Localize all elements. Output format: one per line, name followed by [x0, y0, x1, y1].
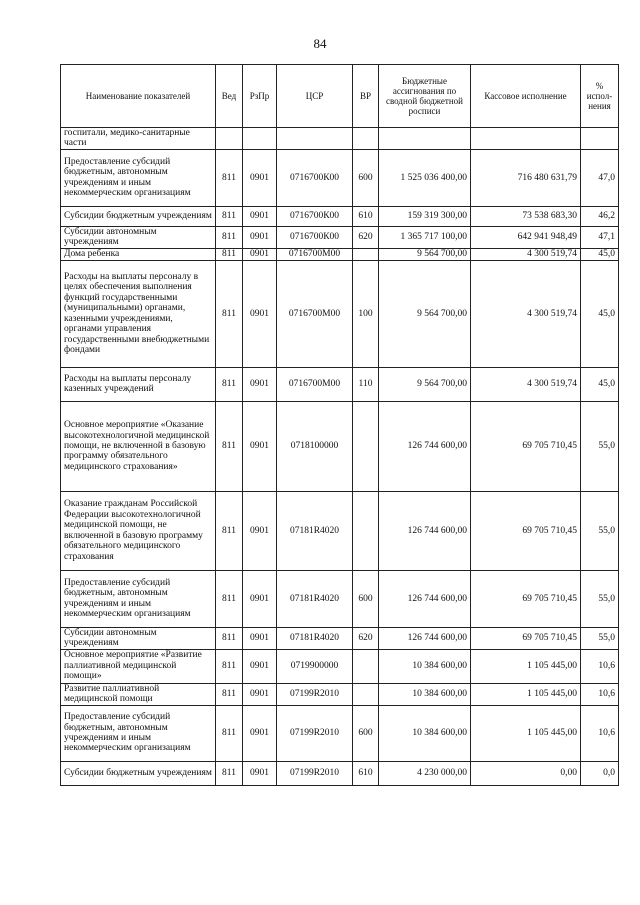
cell-percent: 45,0	[581, 260, 619, 367]
cell-name: Дома ребенка	[61, 248, 216, 260]
cell-vr: 620	[353, 226, 379, 248]
header-rzpr: РзПр	[243, 65, 277, 128]
cell-rzpr: 0901	[243, 570, 277, 627]
table-row	[61, 401, 619, 491]
cell-percent: 46,2	[581, 206, 619, 226]
table-row	[61, 226, 619, 248]
header-ved: Вед	[216, 65, 243, 128]
cell-budget: 126 744 600,00	[379, 570, 471, 627]
cell-name: Развитие паллиативной медицинской помощи	[61, 683, 216, 705]
table-row	[61, 761, 619, 785]
cell-budget: 4 230 000,00	[379, 761, 471, 785]
cell-vr: 620	[353, 627, 379, 649]
cell-rzpr: 0901	[243, 206, 277, 226]
cell-name: Предоставление субсидий бюджетным, автономным учреждениям и иным некоммерческим организациям	[61, 149, 216, 206]
table-row	[61, 260, 619, 367]
cell-name: Предоставление субсидий бюджетным, автономным учреждениям и иным некоммерческим организациям	[61, 705, 216, 761]
cell-ved: 811	[216, 248, 243, 260]
cell-csr: 0716700К00	[277, 206, 353, 226]
cell-percent	[581, 128, 619, 150]
table-row	[61, 683, 619, 705]
cell-percent: 55,0	[581, 401, 619, 491]
cell-rzpr: 0901	[243, 248, 277, 260]
cell-ved: 811	[216, 367, 243, 401]
cell-rzpr: 0901	[243, 649, 277, 683]
cell-cash: 73 538 683,30	[471, 206, 581, 226]
table-row	[61, 367, 619, 401]
cell-vr	[353, 401, 379, 491]
header-percent: % испол-нения	[581, 65, 619, 128]
cell-vr	[353, 491, 379, 570]
cell-csr: 07181R4020	[277, 491, 353, 570]
cell-vr	[353, 248, 379, 260]
cell-percent: 55,0	[581, 570, 619, 627]
cell-name: Расходы на выплаты персоналу в целях обеспечения выполнения функций государственными (муниципальными) органами, казенными учреждениями, органами управления государственными внебюджетными фондами	[61, 260, 216, 367]
cell-name: Расходы на выплаты персоналу казенных учреждений	[61, 367, 216, 401]
budget-execution-table	[60, 64, 619, 786]
cell-budget: 10 384 600,00	[379, 683, 471, 705]
cell-ved: 811	[216, 627, 243, 649]
cell-cash: 0,00	[471, 761, 581, 785]
table-row	[61, 705, 619, 761]
cell-csr: 07199R2010	[277, 683, 353, 705]
cell-ved: 811	[216, 401, 243, 491]
cell-rzpr	[243, 128, 277, 150]
cell-percent: 10,6	[581, 649, 619, 683]
table-row	[61, 128, 619, 150]
cell-budget: 126 744 600,00	[379, 401, 471, 491]
cell-budget: 1 365 717 100,00	[379, 226, 471, 248]
cell-rzpr: 0901	[243, 761, 277, 785]
cell-name: Субсидии бюджетным учреждениям	[61, 206, 216, 226]
header-budget: Бюджетные ассигнования по сводной бюджетной росписи	[379, 65, 471, 128]
cell-cash: 4 300 519,74	[471, 367, 581, 401]
cell-ved: 811	[216, 226, 243, 248]
cell-vr	[353, 128, 379, 150]
cell-csr: 0716700К00	[277, 149, 353, 206]
cell-name: Основное мероприятие «Развитие паллиативной медицинской помощи»	[61, 649, 216, 683]
cell-cash: 69 705 710,45	[471, 491, 581, 570]
cell-csr: 07181R4020	[277, 627, 353, 649]
cell-vr: 100	[353, 260, 379, 367]
page-number: 84	[313, 36, 327, 51]
cell-rzpr: 0901	[243, 705, 277, 761]
cell-vr: 600	[353, 705, 379, 761]
cell-csr: 07181R4020	[277, 570, 353, 627]
cell-vr: 600	[353, 149, 379, 206]
cell-ved: 811	[216, 149, 243, 206]
cell-budget: 9 564 700,00	[379, 260, 471, 367]
cell-budget: 10 384 600,00	[379, 649, 471, 683]
cell-csr: 0716700М00	[277, 248, 353, 260]
cell-vr: 610	[353, 761, 379, 785]
cell-csr	[277, 128, 353, 150]
cell-cash: 642 941 948,49	[471, 226, 581, 248]
cell-percent: 47,0	[581, 149, 619, 206]
cell-ved: 811	[216, 260, 243, 367]
cell-rzpr: 0901	[243, 367, 277, 401]
cell-cash: 69 705 710,45	[471, 401, 581, 491]
cell-cash: 4 300 519,74	[471, 248, 581, 260]
cell-rzpr: 0901	[243, 226, 277, 248]
cell-cash	[471, 128, 581, 150]
cell-budget: 9 564 700,00	[379, 367, 471, 401]
cell-ved: 811	[216, 570, 243, 627]
cell-csr: 0718100000	[277, 401, 353, 491]
cell-csr: 0716700К00	[277, 226, 353, 248]
cell-cash: 4 300 519,74	[471, 260, 581, 367]
cell-budget: 126 744 600,00	[379, 627, 471, 649]
cell-budget: 159 319 300,00	[379, 206, 471, 226]
table-row	[61, 627, 619, 649]
header-vr: ВР	[353, 65, 379, 128]
cell-ved: 811	[216, 705, 243, 761]
cell-rzpr: 0901	[243, 401, 277, 491]
cell-name: Основное мероприятие «Оказание высокотехнологичной медицинской помощи, не включенной в базовую программу обязательного медицинского страхования»	[61, 401, 216, 491]
cell-name: Субсидии бюджетным учреждениям	[61, 761, 216, 785]
cell-percent: 10,6	[581, 683, 619, 705]
table-row	[61, 248, 619, 260]
cell-vr: 610	[353, 206, 379, 226]
header-csr: ЦСР	[277, 65, 353, 128]
cell-csr: 0716700М00	[277, 367, 353, 401]
cell-budget: 1 525 036 400,00	[379, 149, 471, 206]
cell-cash: 1 105 445,00	[471, 649, 581, 683]
cell-rzpr: 0901	[243, 683, 277, 705]
cell-percent: 45,0	[581, 367, 619, 401]
cell-ved: 811	[216, 761, 243, 785]
cell-ved: 811	[216, 491, 243, 570]
table-body	[61, 128, 619, 786]
cell-percent: 47,1	[581, 226, 619, 248]
cell-vr: 110	[353, 367, 379, 401]
cell-ved: 811	[216, 683, 243, 705]
cell-percent: 45,0	[581, 248, 619, 260]
table-row	[61, 206, 619, 226]
cell-name: Оказание гражданам Российской Федерации высокотехнологичной медицинской помощи, не включенной в базовую программу обязательного медицинского страхования	[61, 491, 216, 570]
cell-vr	[353, 649, 379, 683]
cell-vr: 600	[353, 570, 379, 627]
header-cash: Кассовое исполнение	[471, 65, 581, 128]
cell-percent: 55,0	[581, 491, 619, 570]
cell-csr: 07199R2010	[277, 705, 353, 761]
cell-budget: 9 564 700,00	[379, 248, 471, 260]
cell-ved: 811	[216, 649, 243, 683]
cell-rzpr: 0901	[243, 491, 277, 570]
cell-name: Субсидии автономным учреждениям	[61, 226, 216, 248]
cell-ved	[216, 128, 243, 150]
cell-name: Предоставление субсидий бюджетным, автономным учреждениям и иным некоммерческим организациям	[61, 570, 216, 627]
cell-budget: 126 744 600,00	[379, 491, 471, 570]
cell-budget: 10 384 600,00	[379, 705, 471, 761]
cell-vr	[353, 683, 379, 705]
cell-csr: 07199R2010	[277, 761, 353, 785]
cell-rzpr: 0901	[243, 627, 277, 649]
table-header	[61, 65, 619, 128]
cell-cash: 1 105 445,00	[471, 683, 581, 705]
cell-percent: 55,0	[581, 627, 619, 649]
cell-budget	[379, 128, 471, 150]
cell-percent: 0,0	[581, 761, 619, 785]
cell-csr: 0716700М00	[277, 260, 353, 367]
table-row	[61, 649, 619, 683]
table-row	[61, 149, 619, 206]
cell-cash: 1 105 445,00	[471, 705, 581, 761]
cell-rzpr: 0901	[243, 149, 277, 206]
table-row	[61, 570, 619, 627]
table-row	[61, 491, 619, 570]
cell-percent: 10,6	[581, 705, 619, 761]
cell-name: Субсидии автономным учреждениям	[61, 627, 216, 649]
cell-name: госпитали, медико-санитарные части	[61, 128, 216, 150]
cell-cash: 69 705 710,45	[471, 627, 581, 649]
cell-cash: 69 705 710,45	[471, 570, 581, 627]
cell-ved: 811	[216, 206, 243, 226]
header-name: Наименование показателей	[61, 65, 216, 128]
cell-csr: 0719900000	[277, 649, 353, 683]
cell-cash: 716 480 631,79	[471, 149, 581, 206]
cell-rzpr: 0901	[243, 260, 277, 367]
